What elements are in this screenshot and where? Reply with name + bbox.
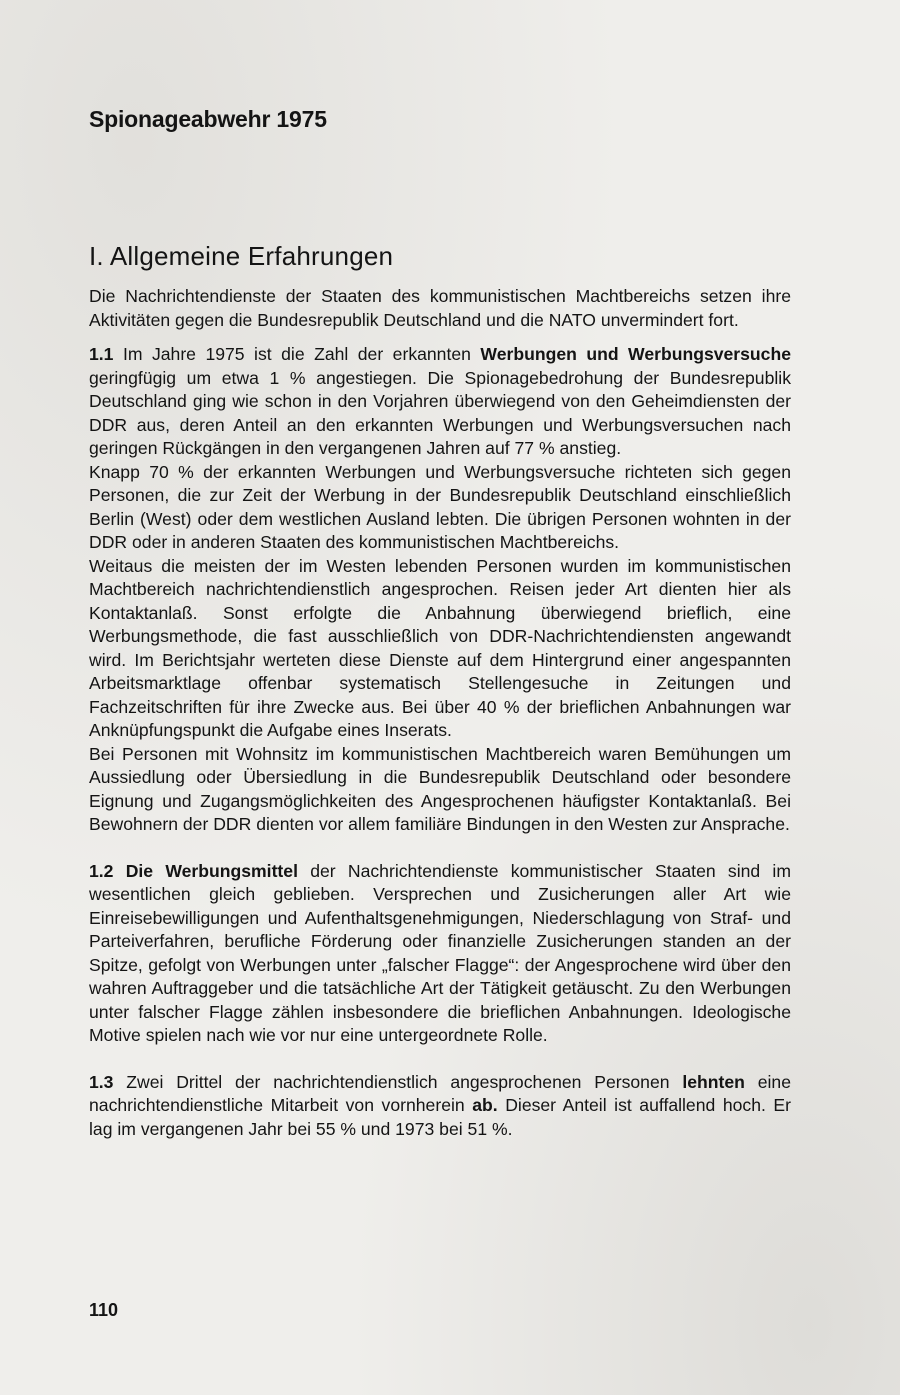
paragraph-text: eine nachrichtendienstliche Mitarbeit von vornherein bbox=[89, 1071, 791, 1115]
emphasis-text: Die Werbungsmittel bbox=[113, 860, 298, 881]
emphasis-text: Werbungen und Werbungsversuche bbox=[480, 344, 791, 364]
page-title: Spionageabwehr 1975 bbox=[89, 106, 327, 132]
page-content bbox=[89, 102, 791, 1141]
paragraph-1-1-targets: Knapp 70 % der erkannten Werbungen und Werbungsversuche richteten sich gegen Personen, die zur Zeit der Werbung in der Bundesrepublik Deutschland einschließlich Berlin (West) oder dem westlichen Ausland lebten. Die übrigen Personen wohnten in der DDR oder in anderen Staaten des kommunistischen Machtbereichs. bbox=[89, 461, 791, 552]
paragraph-number: 1.3 bbox=[89, 1071, 114, 1092]
page-number: 110 bbox=[89, 1300, 119, 1320]
emphasis-text: ab. bbox=[472, 1095, 498, 1115]
paragraph-1-1 bbox=[89, 343, 791, 461]
paragraph-text: der Nachrichtendienste kommunistischer Staaten sind im wesentlichen gleich geblieben. Versprechen und Zusicherungen aller Art wie Einreisebewilligungen und Aufenthaltsgenehmigungen, Niederschlagung von Straf- und Parteiverfahren, berufliche Förderung oder finanzielle Zusicherungen standen an der Spitze, gefolgt von Werbungen unter „falscher Flagge“: der Angesprochene wird über den wahren Auftraggeber und die tatsächliche Art der Tätigkeit getäuscht. Zu den Werbungen unter falscher Flagge zählen insbesondere die brieflichen Anbahnungen. Ideologische Motive spielen nach wie vor nur eine untergeordnete Rolle. bbox=[89, 860, 791, 1045]
emphasis-text: lehnten bbox=[682, 1071, 745, 1092]
paragraph-number: 1.2 bbox=[89, 860, 114, 881]
paragraph-1-2 bbox=[89, 860, 791, 1048]
paragraph-text: Dieser Anteil ist auffallend hoch. Er lag im vergangenen Jahr bei 55 % und 1973 bei 51 %. bbox=[89, 1095, 792, 1139]
paragraph-text: geringfügig um etwa 1 % angestiegen. Die Spionagebedrohung der Bundesrepublik Deutschland ging wie schon in den Vorjahren überwiegend von den Geheimdiensten der DDR aus, deren Anteil an den erkannten Werbungen und Werbungsversuchen nach geringen Rückgängen in den vergangenen Jahren auf 77 % anstieg. bbox=[89, 367, 791, 458]
section-heading: I. Allgemeine Erfahrungen bbox=[89, 241, 394, 271]
paragraph-text: Zwei Drittel der nachrichtendienstlich angesprochenen Personen bbox=[113, 1071, 683, 1092]
paragraph-number: 1.1 bbox=[89, 344, 114, 364]
paragraph-1-1-east: Bei Personen mit Wohnsitz im kommunistischen Machtbereich waren Bemühungen um Aussiedlung oder Übersiedlung in die Bundesrepublik Deutschland oder besondere Eignung und Zugangsmöglichkeiten des Angesprochenen häufigster Kontaktanlaß. Bei Bewohnern der DDR dienten vor allem familiäre Bindungen in den Westen zur Ansprache. bbox=[89, 743, 791, 834]
paragraph-1-1-west: Weitaus die meisten der im Westen lebenden Personen wurden im kommunistischen Machtbereich nachrichtendienstlich angesprochen. Reisen jeder Art dienten hier als Kontaktanlaß. Sonst erfolgte die Anbahnung überwiegend brieflich, eine Werbungsmethode, die fast ausschließlich von DDR-Nachrichtendiensten angewandt wird. Im Berichtsjahr werteten diese Dienste auf dem Hintergrund einer angespannten Arbeitsmarktlage offenbar systematisch Stellengesuche in Zeitungen und Fachzeitschriften für ihre Zwecke aus. Bei über 40 % der brieflichen Anbahnungen war Anknüpfungspunkt die Aufgabe eines Inserats. bbox=[89, 555, 791, 740]
paragraph-1-3 bbox=[89, 1071, 791, 1142]
intro-paragraph: Die Nachrichtendienste der Staaten des kommunistischen Machtbereichs setzen ihre Aktivitäten gegen die Bundesrepublik Deutschland und die NATO unvermindert fort. bbox=[89, 286, 791, 330]
paragraph-text: Im Jahre 1975 ist die Zahl der erkannten bbox=[113, 344, 481, 364]
